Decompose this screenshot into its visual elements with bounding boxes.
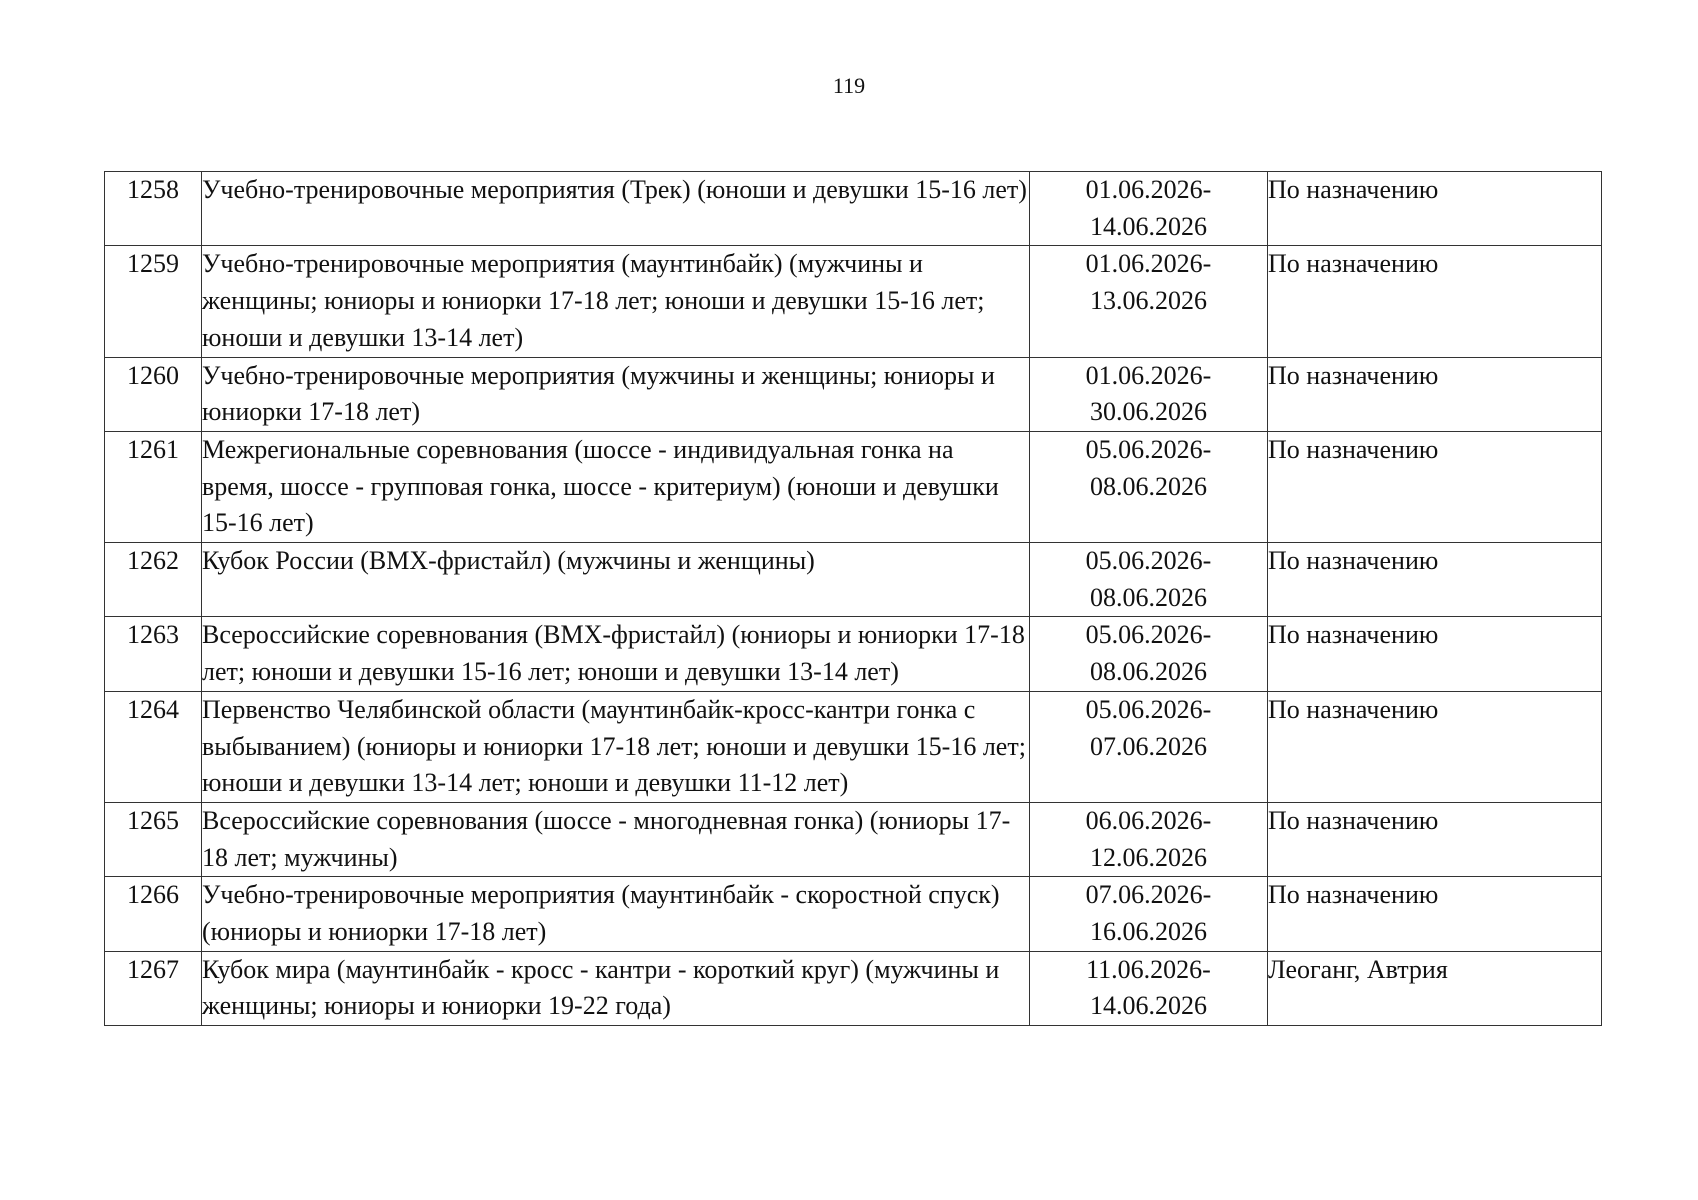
date-start: 11.06.2026- (1086, 954, 1211, 984)
date-start: 06.06.2026- (1085, 805, 1212, 835)
table-row (105, 543, 1602, 617)
date-end: 13.06.2026 (1090, 286, 1207, 316)
event-name: Учебно-тренировочные мероприятия (маунтинбайк - скоростной спуск) (юниоры и юниорки 17-18 лет) (202, 877, 1030, 951)
event-name: Учебно-тренировочные мероприятия (Трек) (юноши и девушки 15-16 лет) (202, 172, 1030, 246)
table-row (105, 802, 1602, 876)
date-start: 05.06.2026- (1085, 620, 1212, 650)
event-name: Учебно-тренировочные мероприятия (маунтинбайк) (мужчины и женщины; юниоры и юниорки 17-18 лет; юноши и девушки 15-16 лет; юноши и девушки 13-14 лет) (202, 246, 1030, 357)
event-number: 1260 (105, 357, 202, 431)
event-number: 1262 (105, 543, 202, 617)
event-number: 1261 (105, 431, 202, 542)
date-end: 12.06.2026 (1090, 842, 1207, 872)
date-end: 08.06.2026 (1090, 657, 1207, 687)
page-number: 119 (832, 73, 866, 98)
event-number: 1264 (105, 691, 202, 802)
event-dates (1030, 172, 1268, 246)
event-number: 1266 (105, 877, 202, 951)
date-start: 05.06.2026- (1085, 694, 1212, 724)
event-number: 1263 (105, 617, 202, 691)
event-number: 1259 (105, 246, 202, 357)
table-row (105, 617, 1602, 691)
event-name: Кубок России (ВМХ-фристайл) (мужчины и женщины) (202, 543, 1030, 617)
date-end: 14.06.2026 (1090, 211, 1207, 241)
event-dates (1030, 431, 1268, 542)
table-row (105, 877, 1602, 951)
event-dates (1030, 951, 1268, 1025)
event-number: 1267 (105, 951, 202, 1025)
date-end: 07.06.2026 (1090, 731, 1207, 761)
event-place: По назначению (1268, 357, 1602, 431)
table-row (105, 691, 1602, 802)
date-start: 07.06.2026- (1085, 880, 1212, 910)
event-dates (1030, 691, 1268, 802)
table-row (105, 431, 1602, 542)
date-end: 14.06.2026 (1090, 991, 1207, 1021)
event-place: По назначению (1268, 877, 1602, 951)
date-end: 08.06.2026 (1090, 471, 1207, 501)
events-table (104, 171, 1602, 1026)
date-end: 08.06.2026 (1090, 582, 1207, 612)
event-number: 1258 (105, 172, 202, 246)
event-dates (1030, 246, 1268, 357)
date-start: 05.06.2026- (1085, 434, 1212, 464)
table-row (105, 357, 1602, 431)
event-name: Учебно-тренировочные мероприятия (мужчины и женщины; юниоры и юниорки 17-18 лет) (202, 357, 1030, 431)
event-dates (1030, 617, 1268, 691)
event-place: По назначению (1268, 617, 1602, 691)
event-place: Леоганг, Автрия (1268, 951, 1602, 1025)
event-dates (1030, 543, 1268, 617)
table-row (105, 951, 1602, 1025)
date-start: 01.06.2026- (1085, 175, 1212, 204)
event-number: 1265 (105, 802, 202, 876)
date-start: 01.06.2026- (1085, 360, 1212, 390)
table-row (105, 246, 1602, 357)
event-place: По назначению (1268, 802, 1602, 876)
date-end: 30.06.2026 (1090, 397, 1207, 427)
event-place: По назначению (1268, 543, 1602, 617)
event-name: Первенство Челябинской области (маунтинбайк-кросс-кантри гонка с выбыванием) (юниоры и юниорки 17-18 лет; юноши и девушки 15-16 лет; юноши и девушки 13-14 лет; юноши и девушки 11-12 лет) (202, 691, 1030, 802)
event-place: По назначению (1268, 246, 1602, 357)
event-name: Всероссийские соревнования (шоссе - многодневная гонка) (юниоры 17-18 лет; мужчины) (202, 802, 1030, 876)
event-place: По назначению (1268, 172, 1602, 246)
event-name: Всероссийские соревнования (ВМХ-фристайл) (юниоры и юниорки 17-18 лет; юноши и девушки 15-16 лет; юноши и девушки 13-14 лет) (202, 617, 1030, 691)
table-row (105, 172, 1602, 246)
date-start: 01.06.2026- (1085, 249, 1212, 279)
event-dates (1030, 877, 1268, 951)
date-start: 05.06.2026- (1085, 546, 1212, 576)
date-end: 16.06.2026 (1090, 917, 1207, 947)
event-name: Межрегиональные соревнования (шоссе - индивидуальная гонка на время, шоссе - групповая гонка, шоссе - критериум) (юноши и девушки 15-16 лет) (202, 431, 1030, 542)
event-name: Кубок мира (маунтинбайк - кросс - кантри - короткий круг) (мужчины и женщины; юниоры и юниорки 19-22 года) (202, 951, 1030, 1025)
event-dates (1030, 802, 1268, 876)
event-dates (1030, 357, 1268, 431)
event-place: По назначению (1268, 691, 1602, 802)
event-place: По назначению (1268, 431, 1602, 542)
